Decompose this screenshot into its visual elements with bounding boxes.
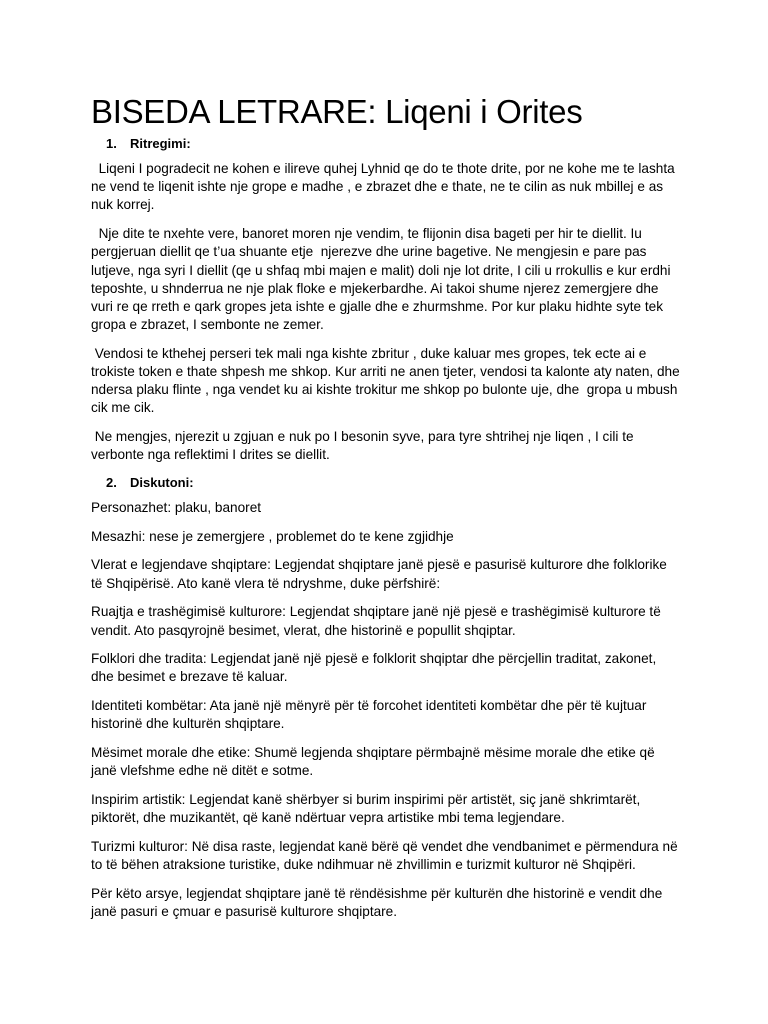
paragraph: Turizmi kulturor: Në disa raste, legjendat kanë bërë që vendet dhe vendbanimet e përmendura në to të bëhen atraksione turistike, duke ndihmuar në zhvillimin e turizmit kulturor në Shqipëri. <box>91 838 678 873</box>
paragraph: Ne mengjes, njerezit u zgjuan e nuk po I besonin syve, para tyre shtrihej nje liqen , I cili te verbonte nga reflektimi I drites se diellit. <box>91 429 638 463</box>
paragraph: Nje dite te nxehte vere, banoret moren nje vendim, te flijonin disa bageti per hir te diellit. Iu pergjeruan diellit qe t’ua shuante etje njerezve dhe urine bagetive. Ne mengjesin e pare pas lutjeve, nga syri I diellit (qe u shfaq mbi majen e malit) doli nje lot drite, I cili u rrokullis e kur erdhi teposhte, u shnderrua ne nje plak floke e mjekerbardhe. Ai takoi shume njerez zemergjere dhe vuri re qe rreth e qark gropes jeta ishte e gjalle dhe e zhurmshme. Por kur plaku hidhte syte tek gropa e zbrazet, I sembonte ne zemer. <box>91 226 675 333</box>
paragraph: Vlerat e legjendave shqiptare: Legjendat shqiptare janë pjesë e pasurisë kulturore dhe folklorike të Shqipërisë. Ato kanë vlera të ndryshme, duke përfshirë: <box>91 557 667 591</box>
paragraph: Mësimet morale dhe etike: Shumë legjenda shqiptare përmbajnë mësime morale dhe etike që janë vlefshme edhe në ditët e sotme. <box>91 745 655 779</box>
paragraph: Mesazhi: nese je zemergjere , problemet do te kene zgjidhje <box>91 528 454 544</box>
section-title: Ritregimi: <box>130 136 191 151</box>
section-heading <box>91 475 681 491</box>
section-number: 1. <box>106 136 117 151</box>
paragraph: Folklori dhe tradita: Legjendat janë një pjesë e folklorit shqiptar dhe përcjellin traditat, zakonet, dhe besimet e brezave të kaluar. <box>91 651 657 685</box>
section-diskutoni <box>91 475 681 921</box>
document-page <box>91 92 684 932</box>
section-title: Diskutoni: <box>130 475 194 491</box>
section-ritregimi <box>91 136 684 465</box>
paragraph: Për këto arsye, legjendat shqiptare janë të rëndësishme për kulturën dhe historinë e vendit dhe janë pasuri e çmuar e pasurisë kulturore shqiptare. <box>91 885 663 919</box>
section-heading <box>91 136 681 152</box>
paragraph: Personazhet: plaku, banoret <box>91 500 262 516</box>
document-title: BISEDA LETRARE: Liqeni i Orites <box>91 93 583 130</box>
paragraph: Liqeni I pogradecit ne kohen e ilireve quhej Lyhnid qe do te thote drite, por ne kohe me te lashta ne vend te liqenit ishte nje grope e madhe , e zbrazet dhe e thate, ne te cilin as nuk mbillej e as nuk korrej. <box>91 161 679 213</box>
paragraph: Identiteti kombëtar: Ata janë një mënyrë për të forcohet identiteti kombëtar dhe për të kujtuar historinë dhe kulturën shqiptare. <box>91 698 647 732</box>
paragraph: Vendosi te kthehej perseri tek mali nga kishte zbritur , duke kaluar mes gropes, tek ecte ai e trokiste token e thate shpesh me shkop. Kur arriti ne anen tjeter, vendosi ta kalonte aty naten, dhe ndersa plaku flinte , nga vendet ku ai kishte trokitur me shkop po bulonte uje, dhe gropa u mbush cik me cik. <box>91 345 684 416</box>
section-number: 2. <box>106 475 117 491</box>
paragraph: Ruajtja e trashëgimisë kulturore: Legjendat shqiptare janë një pjesë e trashëgimisë kulturore të vendit. Ato pasqyrojnë besimet, vlerat, dhe historinë e popullit shqiptar. <box>91 604 661 638</box>
paragraph: Inspirim artistik: Legjendat kanë shërbyer si burim inspirimi për artistët, siç janë shkrimtarët, piktorët, dhe muzikantët, që kanë ndërtuar vepra artistike mbi tema legjendare. <box>91 791 641 826</box>
